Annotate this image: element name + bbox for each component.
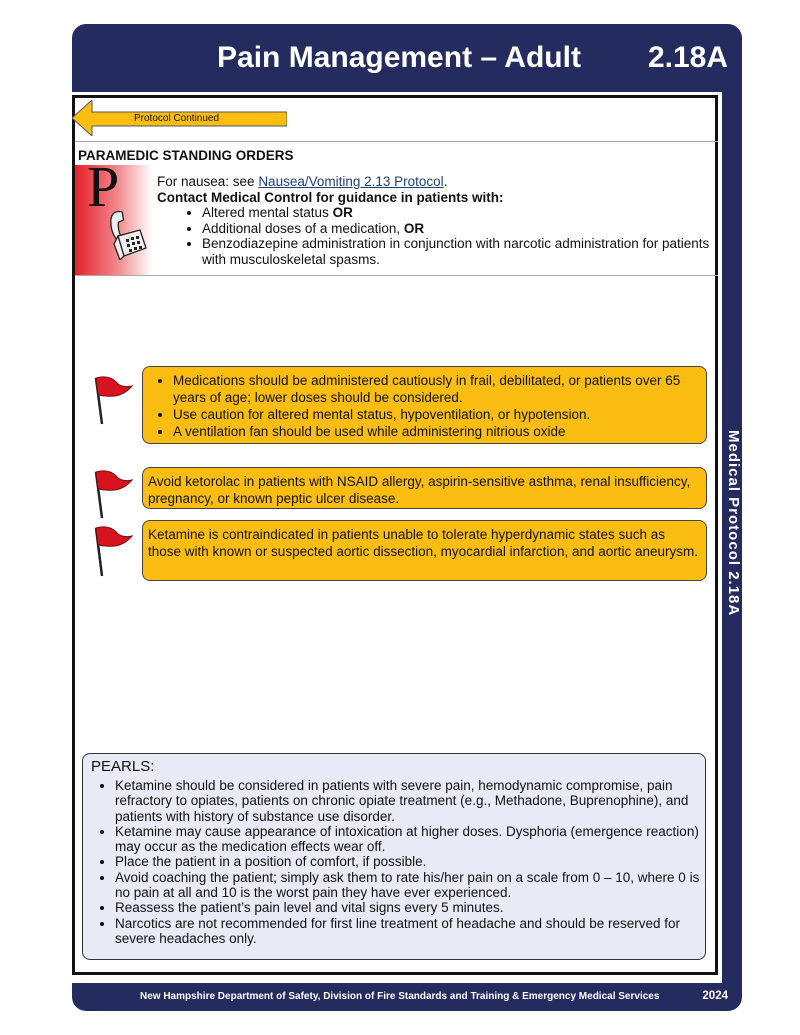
list-item: • Place the patient in a position of comfort, if possible.	[115, 854, 700, 869]
warning-flag-icon	[88, 522, 136, 578]
side-label: Medical Protocol 2.18A	[725, 430, 742, 617]
pearls-title: PEARLS:	[91, 758, 155, 775]
page-header	[72, 24, 742, 92]
warning-flag-icon	[88, 372, 136, 426]
page-footer	[72, 983, 742, 1011]
list-item: • Use caution for altered mental status, hypoventilation, or hypotension.	[173, 406, 698, 423]
footer-year: 2024	[702, 990, 728, 1002]
standing-orders-text	[157, 174, 717, 267]
list-item: • Altered mental status OR	[202, 205, 717, 221]
pearls-list	[83, 778, 700, 946]
protocol-continued-label[interactable]: Protocol Continued	[134, 113, 220, 124]
pearls-box	[82, 753, 706, 960]
list-item: • Reassess the patient’s pain level and vital signs every 5 minutes.	[115, 900, 700, 915]
list-item: • Ketamine may cause appearance of intoxication at higher doses. Dysphoria (emergence reaction) may occur as the medication effects wear off.	[115, 824, 700, 855]
nausea-line: For nausea: see Nausea/Vomiting 2.13 Protocol.	[157, 174, 448, 189]
list-item: • Ketamine should be considered in patients with severe pain, hemodynamic compromise, pain refractory to opiates, patients on chronic opiate treatment (e.g., Methadone, Buprenophine), and patients with history of substance use disorder.	[115, 778, 700, 824]
warning-box-ketamine: Ketamine is contraindicated in patients unable to tolerate hyperdynamic states such as those with known or suspected aortic dissection, myocardial infarction, and aortic aneurysm.	[142, 520, 707, 581]
paramedic-letter: P	[87, 154, 120, 219]
page-title: Pain Management – Adult	[217, 41, 581, 74]
divider	[75, 275, 718, 276]
warning-box-ketorolac: Avoid ketorolac in patients with NSAID allergy, aspirin-sensitive asthma, renal insufficiency, pregnancy, or known peptic ulcer disease.	[142, 467, 707, 509]
protocol-number: 2.18A	[647, 41, 728, 74]
list-item: • Benzodiazepine administration in conjunction with narcotic administration for patients with musculoskeletal spasms.	[202, 236, 717, 267]
contact-conditions-list	[157, 205, 717, 267]
warning-box-medications	[142, 366, 707, 444]
standing-orders-title: PARAMEDIC STANDING ORDERS	[78, 148, 294, 163]
divider	[75, 141, 718, 142]
phone-icon	[104, 210, 148, 260]
list-item: • Avoid coaching the patient; simply ask them to rate his/her pain on a scale from 0 – 10, where 0 is no pain at all and 10 is the worst pain they have ever experienced.	[115, 870, 700, 901]
list-item: • A ventilation fan should be used while administering nitrious oxide	[173, 423, 698, 440]
nausea-protocol-link[interactable]: Nausea/Vomiting 2.13 Protocol	[258, 174, 444, 189]
list-item: • Narcotics are not recommended for first line treatment of headache and should be reserved for severe headaches only.	[115, 916, 700, 947]
warning-flag-icon	[88, 466, 136, 520]
list-item: • Additional doses of a medication, OR	[202, 221, 717, 237]
list-item: • Medications should be administered cautiously in frail, debilitated, or patients over 65 years of age; lower doses should be considered.	[173, 372, 698, 406]
contact-medical-control: Contact Medical Control for guidance in patients with:	[157, 189, 504, 205]
footer-agency: New Hampshire Department of Safety, Division of Fire Standards and Training & Emergency Medical Services	[140, 991, 660, 1002]
